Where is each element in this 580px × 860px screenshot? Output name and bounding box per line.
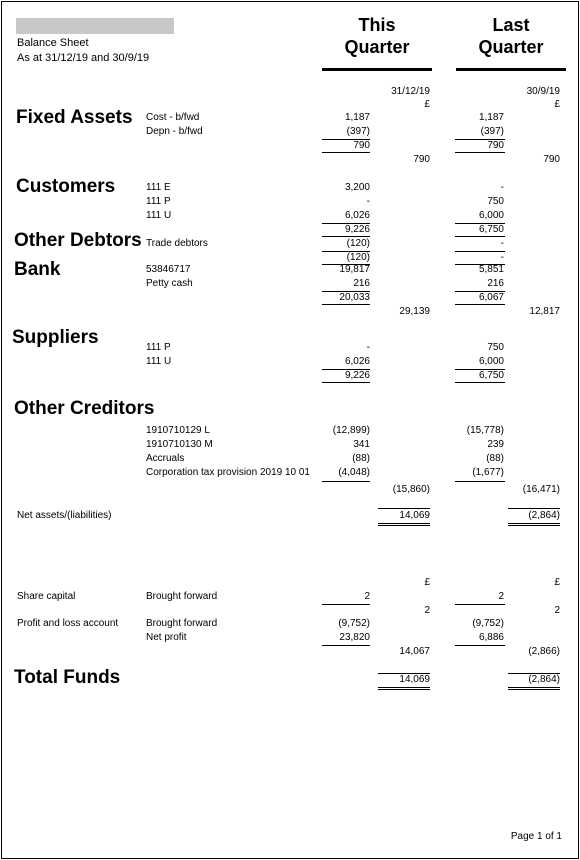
document-title: Balance Sheet [17, 37, 89, 49]
last-quarter-heading-2: Quarter [478, 37, 544, 57]
value-cell: 9,226 [344, 370, 370, 381]
row-label: Accruals [146, 453, 185, 464]
section-other-debtors: Other Debtors [14, 230, 142, 251]
value-cell: (88) [352, 453, 370, 464]
value-cell: 19,817 [339, 264, 370, 275]
value-cell: (16,471) [522, 484, 560, 495]
row-label: 1910710129 L [146, 425, 210, 436]
value-cell: 14,067 [399, 646, 430, 657]
row-label: 111 E [146, 182, 171, 193]
value-cell: 2 [554, 605, 560, 616]
value-cell: 6,000 [478, 356, 504, 367]
rule [455, 152, 505, 153]
date-this-quarter: 31/12/19 [391, 86, 430, 97]
value-cell: 1,187 [344, 112, 370, 123]
row-label: Net profit [146, 632, 187, 643]
page-number: Page 1 of 1 [510, 831, 562, 842]
net-assets-label: Net assets/(liabilities) [17, 510, 112, 521]
currency-symbol: £ [424, 577, 430, 588]
currency-symbol: £ [554, 99, 560, 110]
section-suppliers: Suppliers [12, 327, 99, 348]
value-cell: 12,817 [529, 306, 560, 317]
value-cell: (120) [346, 252, 370, 263]
rule [322, 382, 370, 383]
value-cell: 14,069 [399, 510, 430, 521]
row-label: 111 U [146, 356, 172, 367]
section-bank: Bank [14, 259, 61, 280]
value-cell: (1,677) [472, 467, 504, 478]
row-label: Depn - b/fwd [146, 126, 203, 137]
value-cell: - [500, 238, 504, 249]
value-cell: 6,000 [478, 210, 504, 221]
row-label: 111 P [146, 196, 171, 207]
rule [378, 523, 430, 524]
currency-symbol: £ [424, 99, 430, 110]
value-cell: 750 [487, 196, 504, 207]
value-cell: 5,851 [478, 264, 504, 275]
rule [455, 382, 505, 383]
value-cell: 23,820 [339, 632, 370, 643]
value-cell: 2 [364, 591, 370, 602]
header-rule [456, 68, 566, 71]
rule [322, 152, 370, 153]
value-cell: (2,864) [528, 674, 560, 685]
value-cell: 6,750 [478, 224, 504, 235]
share-capital-label: Share capital [17, 591, 76, 602]
value-cell: 239 [487, 439, 504, 450]
this-quarter-heading-2: Quarter [344, 37, 410, 57]
rule [322, 236, 370, 237]
value-cell: (9,752) [472, 618, 504, 629]
section-fixed-assets: Fixed Assets [16, 107, 133, 128]
value-cell: - [366, 196, 370, 207]
value-cell: 3,200 [344, 182, 370, 193]
rule [455, 304, 505, 305]
value-cell: 2 [498, 591, 504, 602]
value-cell: 1,187 [478, 112, 504, 123]
value-cell: (15,778) [466, 425, 504, 436]
rule [378, 508, 430, 509]
document-subtitle: As at 31/12/19 and 30/9/19 [17, 52, 150, 64]
value-cell: 2 [424, 605, 430, 616]
value-cell: (9,752) [338, 618, 370, 629]
value-cell: 216 [353, 278, 370, 289]
value-cell: 790 [413, 154, 430, 165]
rule [378, 525, 430, 526]
last-quarter-heading-1: Last [492, 15, 530, 35]
row-label: Brought forward [146, 618, 218, 629]
rule [508, 523, 560, 524]
rule [508, 508, 560, 509]
section-total-funds: Total Funds [14, 667, 121, 688]
value-cell: 29,139 [399, 306, 430, 317]
value-cell: 790 [487, 140, 504, 151]
row-label: 53846717 [146, 264, 191, 275]
date-last-quarter: 30/9/19 [526, 86, 560, 97]
section-other-creditors: Other Creditors [14, 398, 155, 419]
value-cell: 790 [353, 140, 370, 151]
value-cell: 6,886 [478, 632, 504, 643]
value-cell: (4,048) [338, 467, 370, 478]
row-label: Corporation tax provision 2019 10 01 [146, 467, 310, 478]
rule [508, 689, 560, 690]
value-cell: 6,067 [478, 292, 504, 303]
row-label: Petty cash [146, 278, 193, 289]
row-label: 111 P [146, 342, 171, 353]
value-cell: - [500, 252, 504, 263]
rule [508, 687, 560, 688]
value-cell: 750 [487, 342, 504, 353]
value-cell: 216 [487, 278, 504, 289]
row-label: Cost - b/fwd [146, 112, 200, 123]
value-cell: - [366, 342, 370, 353]
rule [322, 304, 370, 305]
value-cell: - [500, 182, 504, 193]
row-label: 111 U [146, 210, 172, 221]
this-quarter-heading-1: This [358, 15, 396, 35]
header-rule [322, 68, 432, 71]
rule [322, 481, 370, 482]
row-label: Brought forward [146, 591, 218, 602]
value-cell: (88) [486, 453, 504, 464]
rule [455, 481, 505, 482]
rule [378, 687, 430, 688]
redacted-company-name [16, 18, 174, 34]
value-cell: (12,899) [332, 425, 370, 436]
value-cell: 341 [353, 439, 370, 450]
row-label: Trade debtors [146, 238, 208, 249]
profit-loss-label: Profit and loss account [17, 618, 119, 629]
value-cell: 6,750 [478, 370, 504, 381]
value-cell: 14,069 [399, 674, 430, 685]
rule [508, 525, 560, 526]
rule [378, 689, 430, 690]
rule [455, 236, 505, 237]
value-cell: 790 [543, 154, 560, 165]
value-cell: (120) [346, 238, 370, 249]
value-cell: (15,860) [392, 484, 430, 495]
row-label: 1910710130 M [146, 439, 213, 450]
value-cell: (397) [346, 126, 370, 137]
value-cell: (397) [480, 126, 504, 137]
value-cell: 9,226 [344, 224, 370, 235]
value-cell: 6,026 [344, 356, 370, 367]
value-cell: 6,026 [344, 210, 370, 221]
value-cell: (2,866) [528, 646, 560, 657]
value-cell: 20,033 [339, 292, 370, 303]
value-cell: (2,864) [528, 510, 560, 521]
currency-symbol: £ [554, 577, 560, 588]
section-customers: Customers [16, 176, 116, 197]
